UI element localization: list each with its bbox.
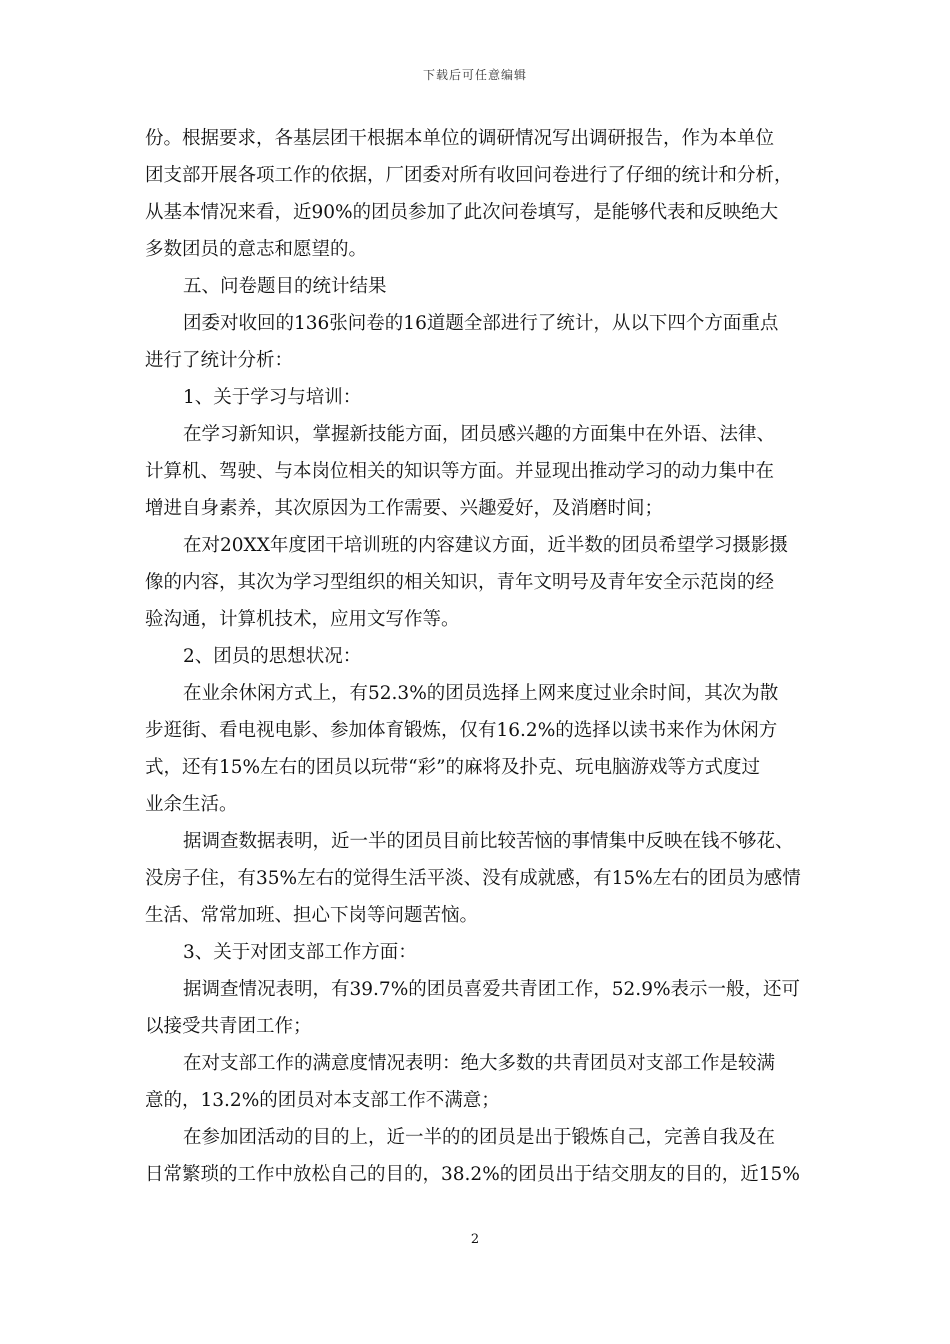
text-line: 进行了统计分析： [145,350,294,371]
text-line: 意的，13.2%的团员对本支部工作不满意； [145,1090,500,1111]
page-number: 2 [470,1232,480,1247]
text-line: 多数团员的意志和愿望的。 [145,239,368,260]
text-line: 像的内容，其次为学习型组织的相关知识，青年文明号及青年安全示范岗的经 [145,572,775,593]
text-line: 在学习新知识，掌握新技能方面，团员感兴趣的方面集中在外语、法律、 [183,424,776,445]
text-line: 在对20XX年度团干培训班的内容建议方面，近半数的团员希望学习摄影摄 [183,535,788,556]
text-line: 份。根据要求，各基层团干根据本单位的调研情况写出调研报告，作为本单位 [145,128,775,149]
text-line: 团支部开展各项工作的依据，厂团委对所有收回问卷进行了仔细的统计和分析， [145,165,793,186]
text-line: 1、关于学习与培训： [183,387,362,408]
text-line: 没房子住，有35%左右的觉得生活平淡、没有成就感，有15%左右的团员为感情 [145,868,801,889]
text-line: 以接受共青团工作； [145,1016,312,1037]
text-line: 验沟通，计算机技术，应用文写作等。 [145,609,460,630]
text-line: 在对支部工作的满意度情况表明：绝大多数的共青团员对支部工作是较满 [183,1053,776,1074]
text-line: 在参加团活动的目的上，近一半的的团员是出于锻炼自己，完善自我及在 [183,1127,776,1148]
text-line: 在业余休闲方式上，有52.3%的团员选择上网来度过业余时间，其次为散 [183,683,779,704]
text-line: 五、问卷题目的统计结果 [183,276,387,297]
text-line: 3、关于对团支部工作方面： [183,942,417,963]
text-line: 据调查数据表明，近一半的团员目前比较苦恼的事情集中反映在钱不够花、 [183,831,794,852]
page-header-note: 下载后可任意编辑 [422,68,527,82]
document-body [145,120,815,1193]
text-line: 从基本情况来看，近90%的团员参加了此次问卷填写，是能够代表和反映绝大 [145,202,779,223]
text-line: 团委对收回的136张问卷的16道题全部进行了统计，从以下四个方面重点 [183,313,779,334]
text-line: 2、团员的思想状况： [183,646,362,667]
text-line: 计算机、驾驶、与本岗位相关的知识等方面。并显现出推动学习的动力集中在 [145,461,775,482]
text-line: 增进自身素养，其次原因为工作需要、兴趣爱好，及消磨时间； [145,498,664,519]
text-line: 生活、常常加班、担心下岗等问题苦恼。 [145,905,479,926]
text-line: 据调查情况表明，有39.7%的团员喜爱共青团工作，52.9%表示一般，还可 [183,979,801,1000]
text-line: 步逛街、看电视电影、参加体育锻炼，仅有16.2%的选择以读书来作为休闲方 [145,720,778,741]
text-line: 业余生活。 [145,794,238,815]
text-line: 式，还有15%左右的团员以玩带“彩”的麻将及扑克、玩电脑游戏等方式度过 [145,757,761,778]
text-line: 日常繁琐的工作中放松自己的目的，38.2%的团员出于结交朋友的目的，近15% [145,1164,800,1185]
